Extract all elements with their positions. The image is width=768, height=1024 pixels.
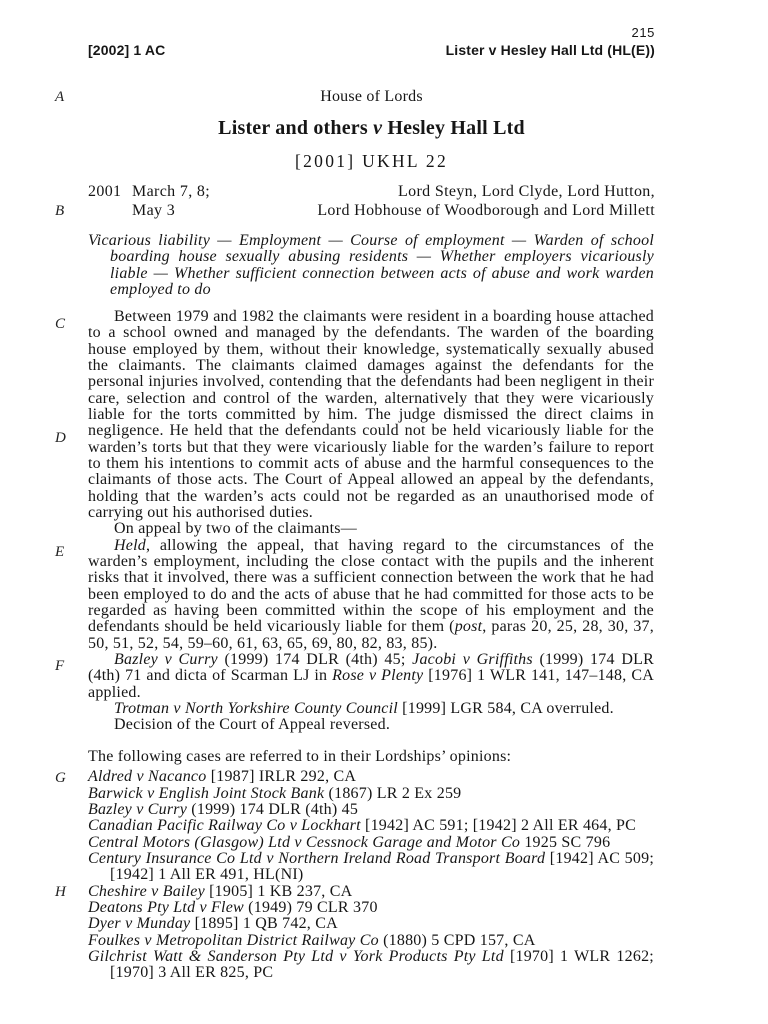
judges-line: Lord Steyn, Lord Clyde, Lord Hutton, [397,183,655,200]
text-segment: , allowing the appeal, that having regard to the circumstances of the warden’s employment, including the close contact with the pupils and the inherent risks that it involved, there was a sufficient connection between the work that he had been employed to do and the acts of abuse that he had committed for those acts to be regarded as having been committed within the scope of his employment and the defendants should be held vicariously liable for them ( [88,536,654,636]
margin-letter: B [55,203,65,219]
case-citation: (1999) 174 DLR (4th) 45 [191,800,359,818]
case-name: Barwick v English Joint Stock Bank [88,784,325,802]
headnote-appeal: On appeal by two of the claimants— [114,520,357,538]
margin-letter: G [55,770,66,786]
case-name: Bazley v Curry [88,800,188,818]
page-number: 215 [631,25,655,40]
cited-case [88,818,654,834]
margin-letter: H [55,884,66,900]
case-citation: (1949) 79 CLR 370 [248,898,378,916]
headnote-facts: Between 1979 and 1982 the claimants were resident in a boarding house attached to a school owned and managed by the defendants. The warden of the boarding house employed by them, without their knowledge, systematically sexually abused the claimants. The claimants claimed damages against the defendants for the personal injuries involved, contending that the defendants had been negligent in their care, selection and control of the warden, alternatively that they were vicariously liable for the torts committed by him. The judge dismissed the direct claims in negligence. He held that the defendants could not be held vicariously liable for the warden’s torts but that they were vicariously liable for the warden’s failure to report to them his intentions to commit acts of abuse and the harmful consequences to the claimants of those acts. The Court of Appeal allowed an appeal by the defendants, holding that the warden’s acts could not be regarded as an unauthorised mode of carrying out his authorised duties. [88,308,654,521]
court-name: House of Lords [320,88,423,105]
case-citation: [1942] AC 509; [1942] 1 All ER 491, HL(NI) [110,849,654,884]
margin-letter: D [55,430,66,446]
hearing-year: 2001 [88,183,122,200]
italic-segment: Held [114,536,146,554]
cited-case [88,933,654,949]
catchwords: Vicarious liability — Employment — Course of employment — Warden of school boarding house sexually abusing residents — Whether employers vicariously liable — Whether sufficient connection between acts of abuse and work warden employed to do [88,232,654,298]
case-citation: [1905] 1 KB 237, CA [209,882,353,900]
case-citation: [1970] 1 WLR 1262; [1970] 3 All ER 825, PC [110,947,654,982]
cited-case [88,769,654,785]
case-citation: [1942] AC 591; [1942] 2 All ER 464, PC [365,817,637,835]
case-citation: [1895] 1 QB 742, CA [194,915,338,933]
margin-letter: A [55,89,65,105]
cases-heading: The following cases are referred to in their Lordships’ opinions: [88,748,512,766]
case-name: Century Insurance Co Ltd v Northern Ireland Road Transport Board [88,849,546,867]
italic-segment: post [454,618,483,636]
case-name: Aldred v Nacanco [88,768,207,786]
cited-cases-list [88,769,654,981]
case-name: Central Motors (Glasgow) Ltd v Cessnock Garage and Motor Co [88,833,521,851]
margin-letter: E [55,544,65,560]
defendant-name: Hesley Hall Ltd [387,117,525,139]
headnote-result: Decision of the Court of Appeal reversed. [114,716,391,734]
cited-case [88,851,654,884]
report-body [88,233,654,982]
case-citation: 1925 SC 796 [524,833,611,851]
case-name: Deatons Pty Ltd v Flew [88,898,244,916]
italic-segment: Rose v Plenty [332,667,424,685]
italic-segment: Jacobi v Griffiths [412,650,533,668]
cited-case [88,884,654,900]
text-segment: [1976] 1 WLR 141, 147–148, CA applied. [88,667,654,701]
versus: v [373,117,383,139]
cited-case [88,916,654,932]
margin-letter: C [55,316,66,332]
case-name: Cheshire v Bailey [88,882,205,900]
case-citation: [1987] IRLR 292, CA [210,768,357,786]
running-case-title: Lister v Hesley Hall Ltd (HL(E)) [445,42,655,58]
cited-case [88,900,654,916]
case-name: Foulkes v Metropolitan District Railway Co [88,931,379,949]
hearing-date: May 3 [132,202,176,219]
headnote-case-overruled [88,701,654,717]
case-name: Dyer v Munday [88,915,191,933]
case-title [88,116,655,140]
case-name: Gilchrist Watt & Sanderson Pty Ltd v York Products Pty Ltd [88,947,504,965]
hearing-row [88,183,655,202]
hearing-row [88,202,655,221]
hearing-date: March 7, 8; [132,183,211,200]
text-segment: (1999) 174 DLR (4th) 45; [217,650,413,668]
case-citation: (1867) LR 2 Ex 259 [328,784,462,802]
case-citation: (1880) 5 CPD 157, CA [383,931,536,949]
headnote-held [88,538,654,652]
cited-case [88,802,654,818]
case-name: Canadian Pacific Railway Co v Lockhart [88,817,361,835]
cited-case [88,949,654,982]
report-citation: [2002] 1 AC [88,42,166,58]
text-segment: , paras 20, 25, 28, 30, 37, 50, 51, 52, 54, 59–60, 61, 63, 65, 69, 80, 82, 83, 85). [88,618,654,652]
judges-line: Lord Hobhouse of Woodborough and Lord Millett [317,202,655,219]
italic-segment: Bazley v Curry [114,650,218,668]
headnote-cases-applied [88,652,654,701]
cited-case [88,835,654,851]
claimants-name: Lister and others [218,117,368,139]
text-segment: [1999] LGR 584, CA overruled. [397,699,614,717]
text-segment: (1999) 174 DLR (4th) 71 and dicta of Scarman LJ in [88,650,654,685]
italic-segment: Trotman v North Yorkshire County Council [114,699,398,717]
cited-case [88,786,654,802]
margin-letter: F [55,658,65,674]
neutral-citation: [2001] UKHL 22 [294,151,449,171]
